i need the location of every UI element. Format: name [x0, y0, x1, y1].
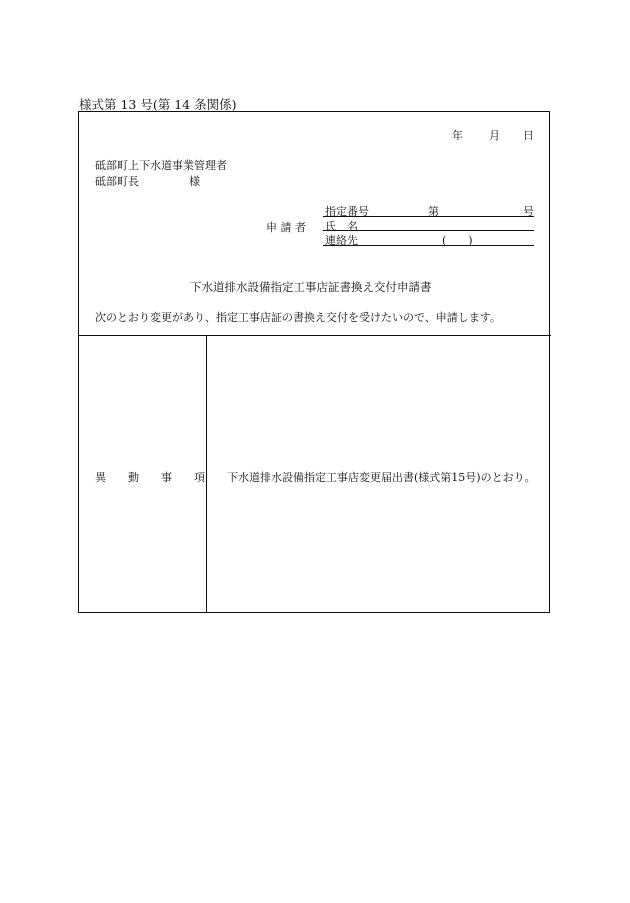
contact-underline [323, 245, 534, 246]
designation-underline [323, 216, 534, 217]
change-items-value: 下水道排水設備指定工事店変更届出書(様式第15号)のとおり。 [227, 471, 536, 484]
addressee-line-1: 砥部町上下水道事業管理者 [95, 159, 227, 172]
addressee-honorific: 様 [189, 175, 200, 188]
form-number-label: 様式第 13 号(第 14 条関係) [79, 97, 237, 112]
designation-suffix: 号 [523, 205, 534, 218]
addressee-line-2: 砥部町長 [95, 175, 139, 188]
document-body: 次のとおり変更があり、指定工事店証の書換え交付を受けたいので、申請します。 [95, 311, 501, 324]
column-divider [206, 335, 207, 613]
applicant-label: 申 請 者 [266, 221, 306, 234]
contact-paren: ( ) [442, 234, 473, 247]
table-divider [78, 335, 551, 336]
form-frame [78, 111, 550, 613]
document-title: 下水道排水設備指定工事店証書換え交付申請書 [190, 280, 432, 294]
contact-label: 連絡先 [325, 234, 358, 247]
date-day: 日 [523, 129, 534, 142]
name-underline [323, 230, 534, 231]
date-month: 月 [489, 129, 500, 142]
designation-prefix: 第 [428, 205, 439, 218]
date-year: 年 [452, 129, 463, 142]
designation-number-label: 指定番号 [325, 205, 369, 218]
change-items-label: 異 動 事 項 [95, 471, 205, 484]
name-label: 氏 名 [325, 220, 358, 233]
